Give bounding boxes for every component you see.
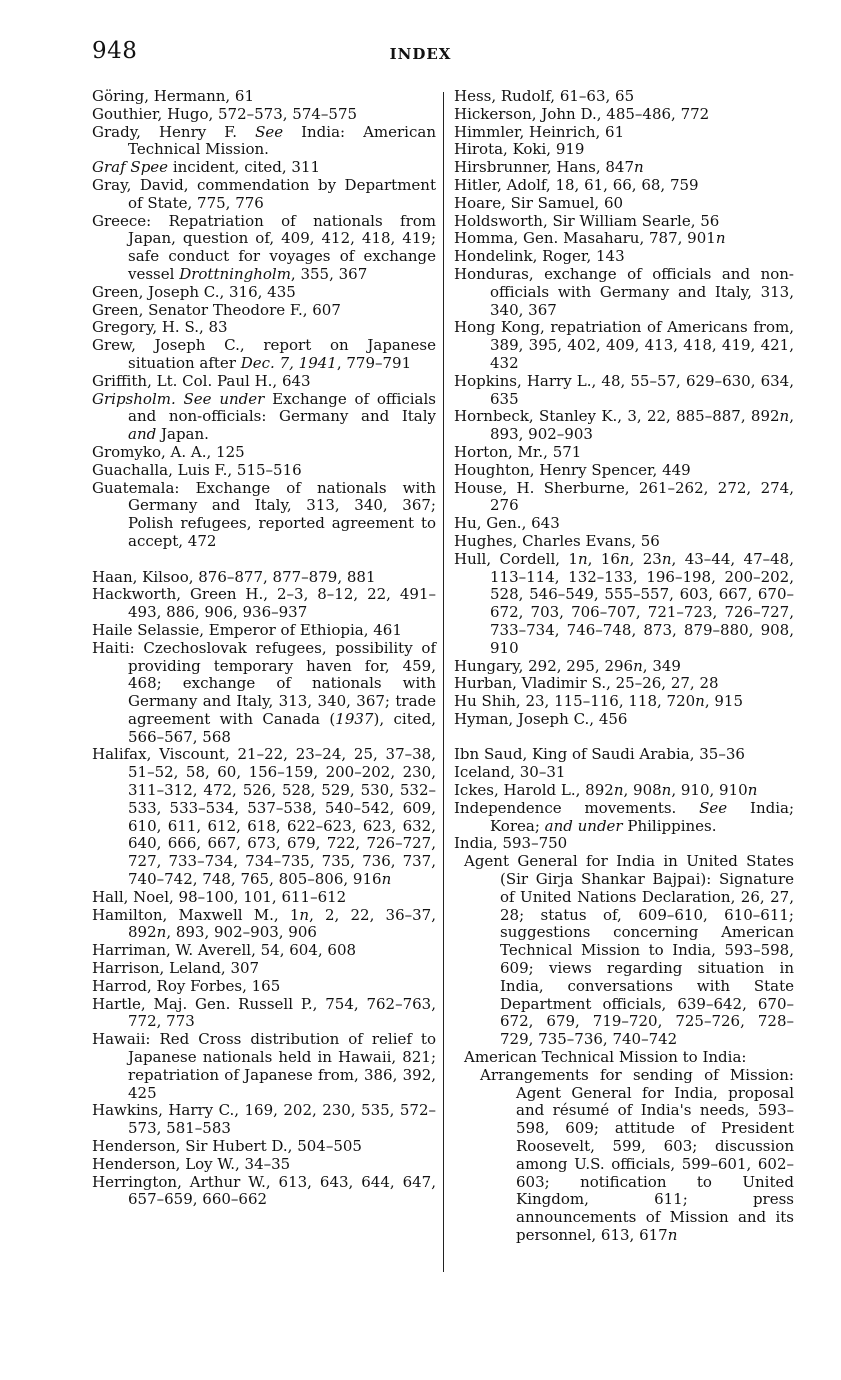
index-entry: Gray, David, commendation by Department of State, 775, 776: [92, 175, 436, 212]
index-entry: Harriman, W. Averell, 54, 604, 608: [92, 941, 357, 960]
index-entry: Graf Spee incident, cited, 311: [92, 158, 321, 177]
index-entry: Green, Joseph C., 316, 435: [92, 282, 296, 301]
index-entry: Hu, Gen., 643: [454, 514, 560, 533]
running-head: INDEX: [389, 45, 452, 63]
index-entry: Ibn Saud, King of Saudi Arabia, 35–36: [454, 745, 745, 764]
page-number: 948: [92, 38, 138, 64]
index-entry: Haiti: Czechoslovak refugees, possibility of providing temporary haven for, 459, 468; exchange of nationals with Germany and Italy, 313, 340, 367; trade agreement with Canada (1937), cited, 566–567, 568: [92, 638, 436, 746]
index-entry: Hall, Noel, 98–100, 101, 611–612: [92, 887, 347, 906]
index-entry: Houghton, Henry Spencer, 449: [454, 460, 691, 479]
index-entry: Hughes, Charles Evans, 56: [454, 531, 660, 550]
index-entry: Hawaii: Red Cross distribution of relief to Japanese nationals held in Hawaii, 821; repatriation of Japanese from, 386, 392, 425: [92, 1030, 436, 1102]
index-entry: Green, Senator Theodore F., 607: [92, 300, 341, 319]
index-entry: House, H. Sherburne, 261–262, 272, 274, 276: [454, 478, 794, 515]
index-entry: Gregory, H. S., 83: [92, 318, 228, 337]
index-entry: Halifax, Viscount, 21–22, 23–24, 25, 37–38, 51–52, 58, 60, 156–159, 200–202, 230, 311–312, 472, 526, 528, 529, 530, 532–533, 533–534, 537–538, 540–542, 609, 610, 611, 612, 618, 622–623, 623, 632, 640, 666, 667, 673, 679, 722, 726–727, 727, 733–734, 734–735, 735, 736, 737, 740–742, 748, 765, 805–806, 916n: [92, 745, 436, 889]
index-entry: Horton, Mr., 571: [454, 442, 582, 461]
index-entry: Iceland, 30–31: [454, 763, 566, 782]
index-entry: Hondelink, Roger, 143: [454, 247, 625, 266]
index-entry: Henderson, Sir Hubert D., 504–505: [92, 1137, 362, 1156]
index-entry: Harrison, Leland, 307: [92, 959, 260, 978]
index-subentry: Agent General for India in United States (Sir Girja Shankar Bajpai): Signature of United Nations Declaration, 26, 27, 28; status of, 609–610, 610–611; suggestions concerning American Technical Mission to India, 593–598, 609; views regarding situation in India, conversations with State Department officials, 639–642, 670–672, 679, 719–720, 725–726, 728–729, 735–736, 740–742: [464, 852, 794, 1049]
index-entry: Homma, Gen. Masaharu, 787, 901n: [454, 229, 726, 248]
index-entry: Hornbeck, Stanley K., 3, 22, 885–887, 892n, 893, 902–903: [454, 407, 794, 444]
index-entry: Guatemala: Exchange of nationals with Germany and Italy, 313, 340, 367; Polish refugees, reported agreement to accept, 472: [92, 478, 436, 550]
index-entry: Herrington, Arthur W., 613, 643, 644, 647, 657–659, 660–662: [92, 1172, 436, 1209]
letter-group-gap: [92, 551, 436, 569]
index-entry: Grew, Joseph C., report on Japanese situation after Dec. 7, 1941, 779–791: [92, 336, 436, 372]
index-entry: Hong Kong, repatriation of Americans from, 389, 395, 402, 409, 413, 418, 419, 421, 432: [454, 318, 794, 372]
index-entry: Göring, Hermann, 61: [92, 87, 255, 105]
index-entry: Greece: Repatriation of nationals from Japan, question of, 409, 412, 418, 419; safe conduct for voyages of exchange vessel Drottningholm, 355, 367: [92, 211, 436, 283]
index-column-right: [454, 88, 794, 1245]
index-entry: Haan, Kilsoo, 876–877, 877–879, 881: [92, 567, 376, 586]
index-entry: Gromyko, A. A., 125: [92, 442, 245, 461]
index-entry: Himmler, Heinrich, 61: [454, 122, 625, 141]
index-entry: Hackworth, Green H., 2–3, 8–12, 22, 491–493, 886, 906, 936–937: [92, 585, 436, 622]
letter-group-gap: [454, 729, 794, 747]
index-entry: Hartle, Maj. Gen. Russell P., 754, 762–763, 772, 773: [92, 994, 436, 1031]
index-entry: Henderson, Loy W., 34–35: [92, 1154, 291, 1173]
index-entry: Hull, Cordell, 1n, 16n, 23n, 43–44, 47–48, 113–114, 132–133, 196–198, 200–202, 528, 546–549, 555–557, 603, 667, 670–672, 703, 706–707, 721–723, 726–727, 733–734, 746–748, 873, 879–880, 908, 910: [454, 549, 794, 657]
index-entry: Ickes, Harold L., 892n, 908n, 910, 910n: [454, 781, 758, 800]
index-entry: Hawkins, Harry C., 169, 202, 230, 535, 572–573, 581–583: [92, 1101, 436, 1138]
index-entry: Hurban, Vladimir S., 25–26, 27, 28: [454, 674, 719, 693]
index-entry: Hirota, Koki, 919: [454, 140, 585, 159]
column-divider: [443, 92, 444, 1272]
index-entry: Hyman, Joseph C., 456: [454, 709, 628, 728]
index-entry: Hamilton, Maxwell M., 1n, 2, 22, 36–37, 892n, 893, 902–903, 906: [92, 905, 436, 942]
index-entry: Hopkins, Harry L., 48, 55–57, 629–630, 634, 635: [454, 371, 794, 408]
index-entry: Grady, Henry F. See India: American Technical Mission.: [92, 122, 436, 159]
index-entry: Harrod, Roy Forbes, 165: [92, 976, 281, 995]
index-entry: Hu Shih, 23, 115–116, 118, 720n, 915: [454, 692, 744, 711]
index-entry: Hirsbrunner, Hans, 847n: [454, 158, 644, 177]
index-entry: Hess, Rudolf, 61–63, 65: [454, 87, 635, 105]
index-entry: Honduras, exchange of officials and non-officials with Germany and Italy, 313, 340, 367: [454, 264, 794, 319]
index-entry: Hitler, Adolf, 18, 61, 66, 68, 759: [454, 175, 699, 194]
index-subentry: American Technical Mission to India:: [464, 1048, 747, 1067]
index-entry: Hungary, 292, 295, 296n, 349: [454, 656, 681, 675]
index-entry: Gripsholm. See under Exchange of officials and non-officials: Germany and Italy and Japan.: [92, 389, 436, 444]
index-subentry: Arrangements for sending of Mission: Agent General for India, proposal and résumé of India's needs, 593–598, 609; attitude of President Roosevelt, 599, 603; discussion among U.S. officials, 599–601, 602–603; notification to United Kingdom, 611; press announcements of Mission and its personnel, 613, 617n: [480, 1065, 794, 1244]
index-entry: Independence movements. See India; Korea; and under Philippines.: [454, 798, 794, 835]
index-entry: India, 593–750: [454, 834, 568, 853]
index-entry: Hoare, Sir Samuel, 60: [454, 193, 624, 212]
index-entry: Guachalla, Luis F., 515–516: [92, 460, 302, 479]
index-entry: Gouthier, Hugo, 572–573, 574–575: [92, 104, 358, 123]
index-entry: Hickerson, John D., 485–486, 772: [454, 104, 710, 123]
index-column-left: [92, 88, 436, 1209]
index-entry: Haile Selassie, Emperor of Ethiopia, 461: [92, 620, 402, 639]
index-entry: Holdsworth, Sir William Searle, 56: [454, 211, 720, 230]
index-entry: Griffith, Lt. Col. Paul H., 643: [92, 371, 311, 390]
